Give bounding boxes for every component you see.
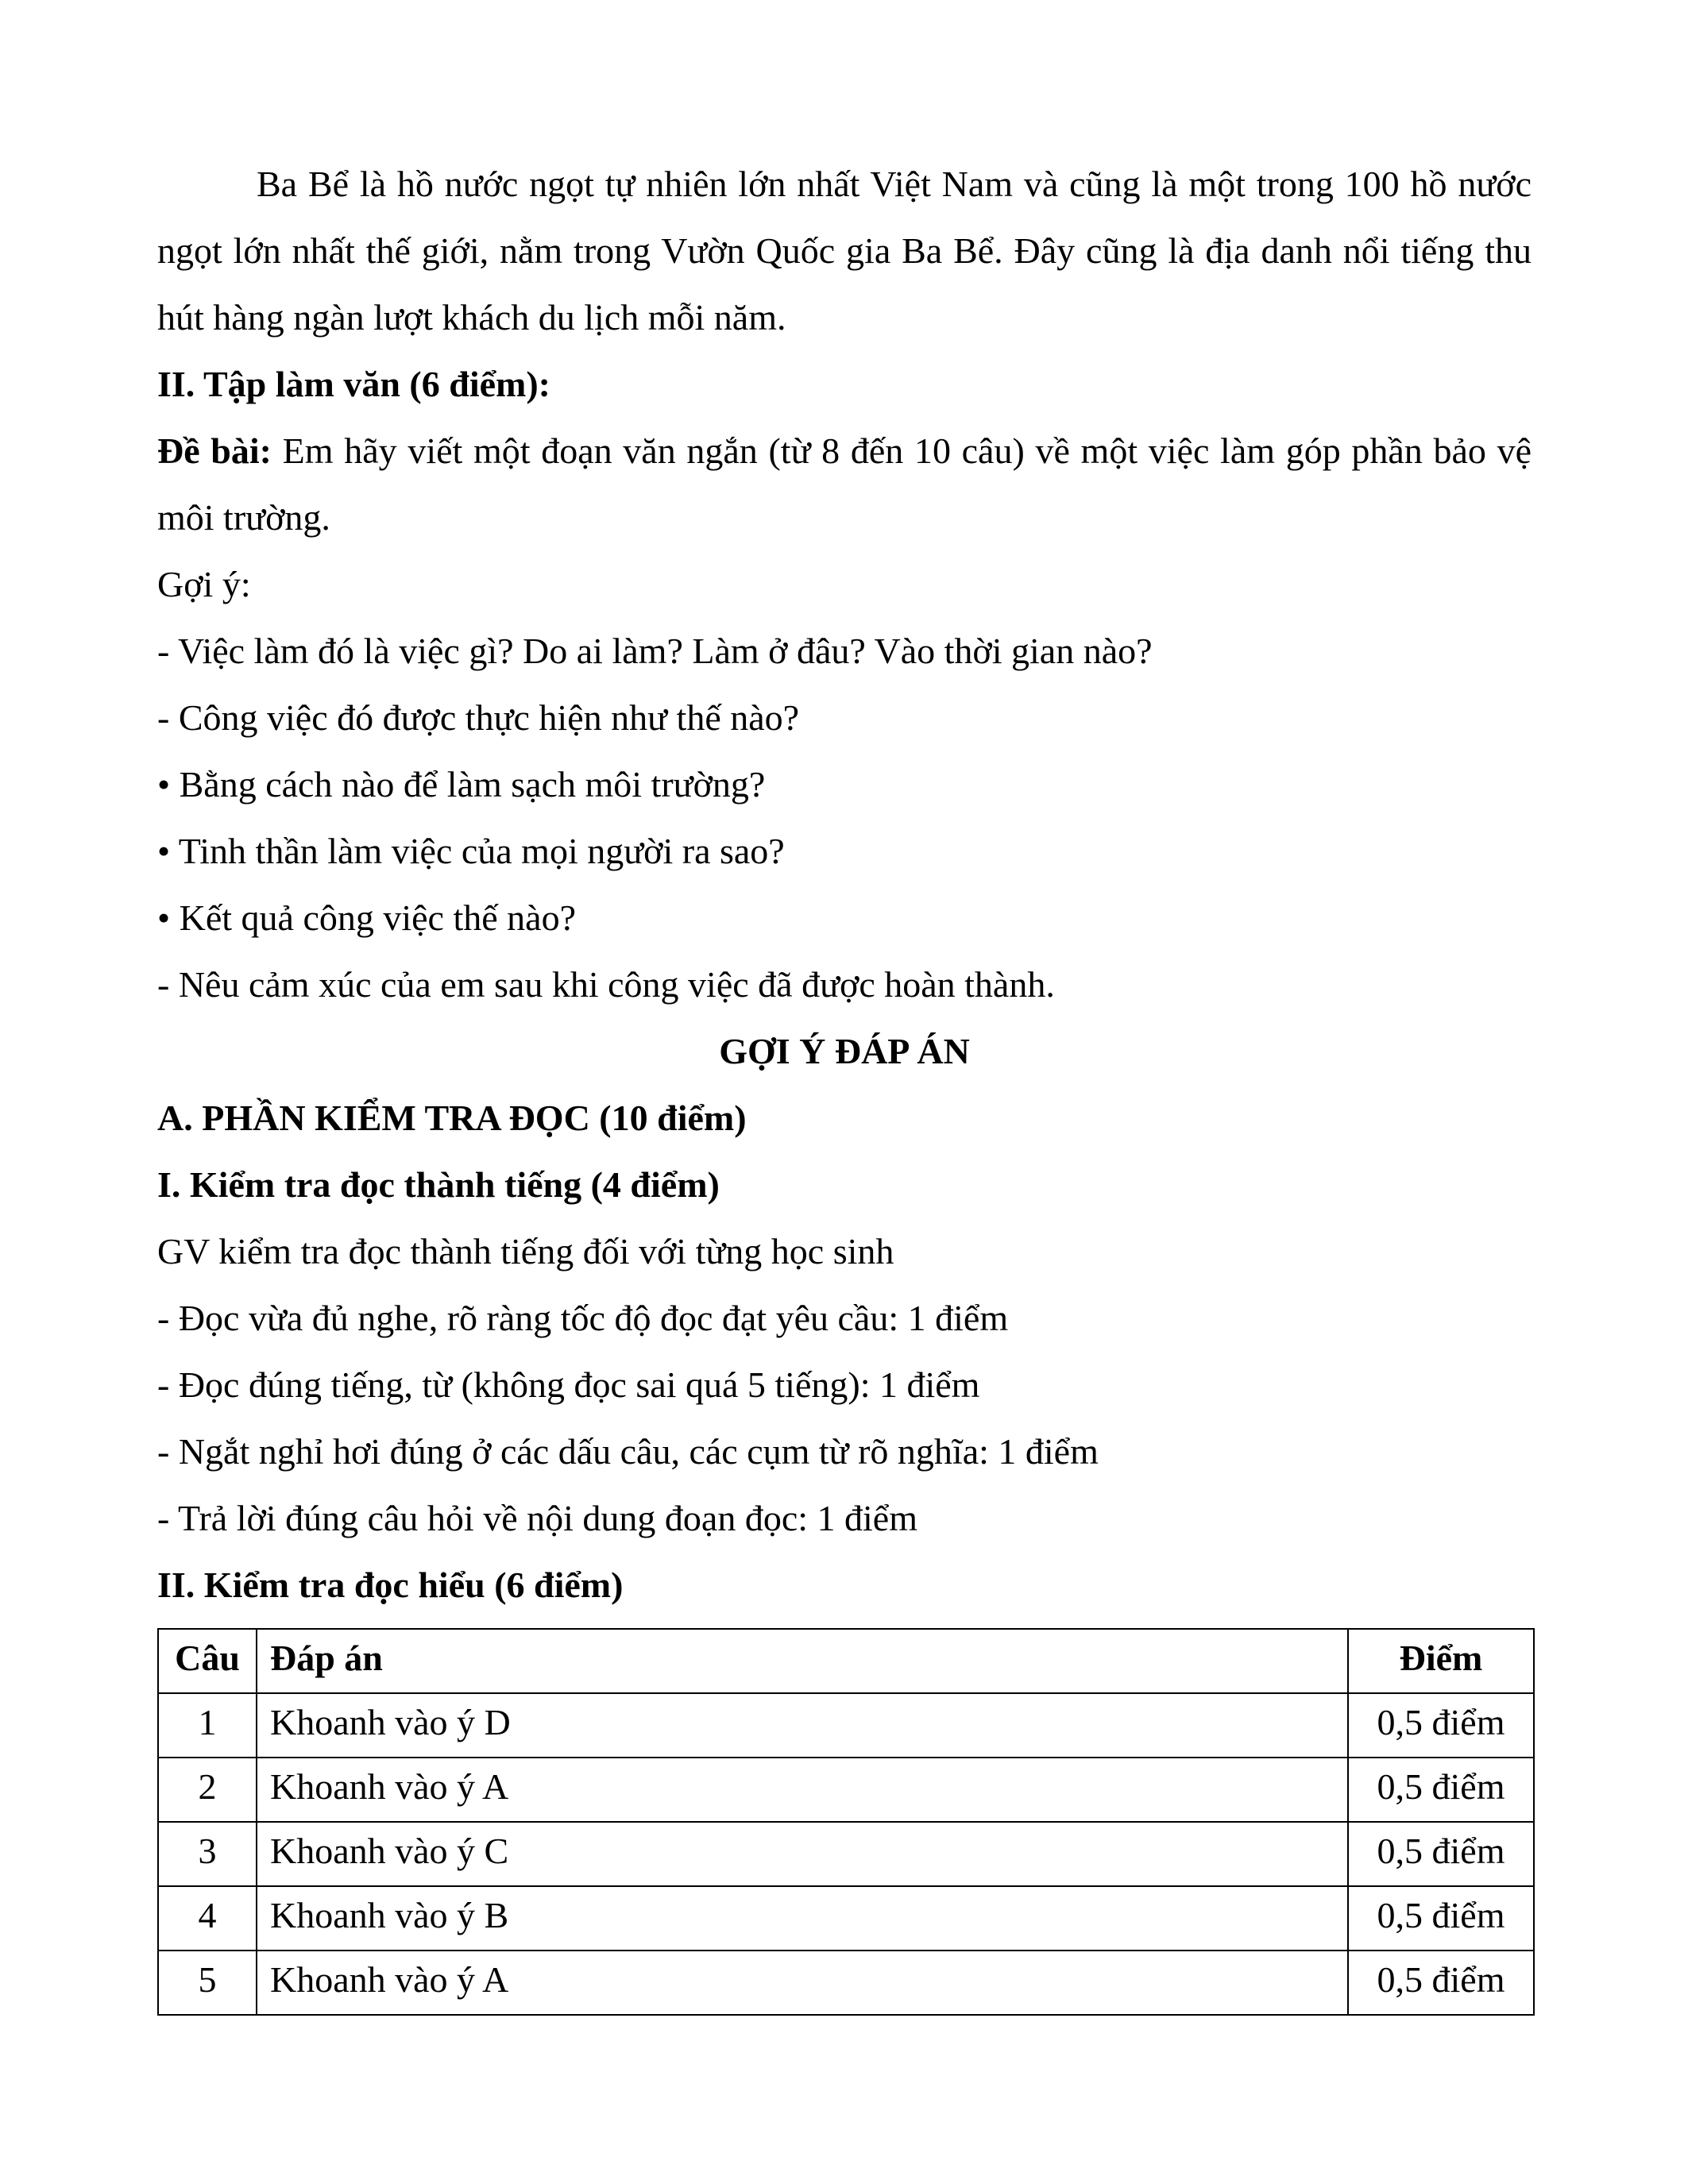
table-row: [158, 1693, 1534, 1758]
cell-cau: 5: [158, 1951, 257, 2015]
hint-item: - Việc làm đó là việc gì? Do ai làm? Làm ở đâu? Vào thời gian nào?: [157, 631, 1153, 671]
cell-cau: 2: [158, 1758, 257, 1822]
table-row: [158, 1951, 1534, 2015]
reading-aloud-heading: I. Kiểm tra đọc thành tiếng (4 điểm): [157, 1164, 720, 1205]
cell-diem: 0,5 điểm: [1348, 1822, 1534, 1886]
prompt-label: Đề bài:: [157, 430, 272, 471]
cell-diem: 0,5 điểm: [1348, 1758, 1534, 1822]
intro-paragraph: Ba Bể là hồ nước ngọt tự nhiên lớn nhất Việt Nam và cũng là một trong 100 hồ nước ngọt lớn nhất thế giới, nằm trong Vườn Quốc gia Ba Bể. Đây cũng là địa danh nổi tiếng thu hút hàng ngàn lượt khách du lịch mỗi năm.: [157, 164, 1532, 338]
answer-table: [157, 1628, 1535, 2016]
cell-cau: 4: [158, 1886, 257, 1951]
document-page: [157, 151, 1532, 2016]
header-cau: Câu: [158, 1629, 257, 1693]
hint-item: • Kết quả công việc thế nào?: [157, 897, 577, 938]
header-diem: Điểm: [1348, 1629, 1534, 1693]
criteria-item: - Ngắt nghỉ hơi đúng ở các dấu câu, các cụm từ rõ nghĩa: 1 điểm: [157, 1431, 1099, 1472]
table-row: [158, 1758, 1534, 1822]
hint-item: • Bằng cách nào để làm sạch môi trường?: [157, 764, 766, 805]
table-row: [158, 1822, 1534, 1886]
prompt-text: Em hãy viết một đoạn văn ngắn (từ 8 đến 10 câu) về một việc làm góp phần bảo vệ môi trường.: [157, 430, 1532, 538]
cell-dap-an: Khoanh vào ý B: [257, 1886, 1348, 1951]
cell-cau: 3: [158, 1822, 257, 1886]
table-header-row: [158, 1629, 1534, 1693]
header-dap-an: Đáp án: [257, 1629, 1348, 1693]
cell-dap-an: Khoanh vào ý A: [257, 1951, 1348, 2015]
criteria-item: - Trả lời đúng câu hỏi về nội dung đoạn đọc: 1 điểm: [157, 1498, 917, 1538]
criteria-item: - Đọc đúng tiếng, từ (không đọc sai quá 5 tiếng): 1 điểm: [157, 1364, 980, 1405]
hint-item: • Tinh thần làm việc của mọi người ra sao?: [157, 831, 785, 871]
cell-dap-an: Khoanh vào ý A: [257, 1758, 1348, 1822]
hint-item: - Nêu cảm xúc của em sau khi công việc đã được hoàn thành.: [157, 964, 1055, 1005]
reading-aloud-intro: GV kiểm tra đọc thành tiếng đối với từng học sinh: [157, 1231, 894, 1271]
table-row: [158, 1886, 1534, 1951]
cell-diem: 0,5 điểm: [1348, 1693, 1534, 1758]
section-a-heading: A. PHẦN KIỂM TRA ĐỌC (10 điểm): [157, 1098, 747, 1138]
hint-item: - Công việc đó được thực hiện như thế nào?: [157, 697, 800, 738]
criteria-item: - Đọc vừa đủ nghe, rõ ràng tốc độ đọc đạt yêu cầu: 1 điểm: [157, 1298, 1009, 1338]
cell-diem: 0,5 điểm: [1348, 1951, 1534, 2015]
cell-dap-an: Khoanh vào ý C: [257, 1822, 1348, 1886]
answer-title: GỢI Ý ĐÁP ÁN: [719, 1031, 970, 1071]
cell-diem: 0,5 điểm: [1348, 1886, 1534, 1951]
writing-prompt: [157, 418, 1532, 551]
cell-dap-an: Khoanh vào ý D: [257, 1693, 1348, 1758]
cell-cau: 1: [158, 1693, 257, 1758]
writing-section-heading: II. Tập làm văn (6 điểm):: [157, 364, 550, 404]
comprehension-heading: II. Kiểm tra đọc hiểu (6 điểm): [157, 1565, 624, 1605]
hint-label: Gợi ý:: [157, 564, 251, 604]
